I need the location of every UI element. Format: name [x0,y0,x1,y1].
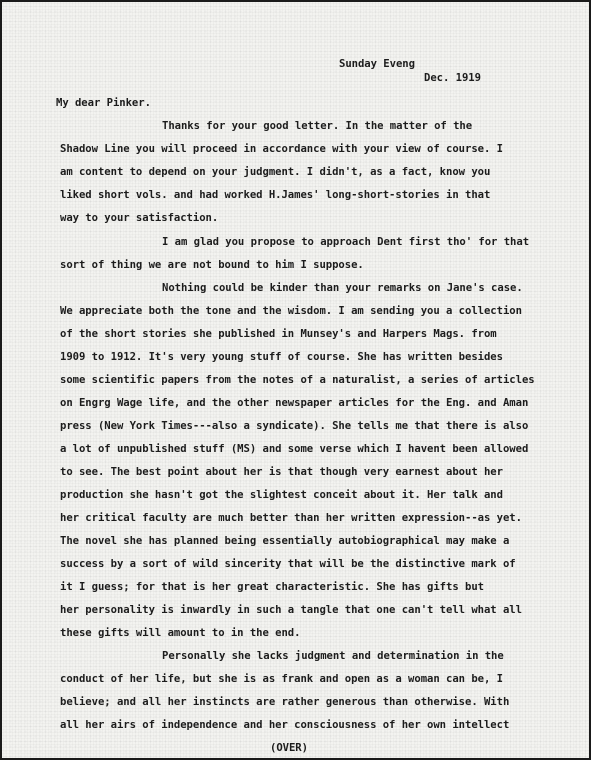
body-line: sort of thing we are not bound to him I suppose. [60,259,364,271]
body-line: some scientific papers from the notes of a naturalist, a series of articles [60,374,535,386]
body-line: of the short stories she published in Munsey's and Harpers Mags. from [60,328,497,340]
body-line: all her airs of independence and her consciousness of her own intellect [60,719,510,731]
body-line: I am glad you propose to approach Dent first tho' for that [162,236,530,248]
body-line: it I guess; for that is her great characteristic. She has gifts but [60,581,484,593]
body-line: Shadow Line you will proceed in accordance with your view of course. I [60,143,503,155]
body-line: Thanks for your good letter. In the matter of the [162,120,473,132]
body-line: am content to depend on your judgment. I didn't, as a fact, know you [60,166,491,178]
body-line: way to your satisfaction. [60,212,219,224]
body-line: to see. The best point about her is that though very earnest about her [60,466,503,478]
body-line: We appreciate both the tone and the wisdom. I am sending you a collection [60,305,522,317]
body-line: liked short vols. and had worked H.James' long-short-stories in that [60,189,491,201]
body-line: Nothing could be kinder than your remarks on Jane's case. [162,282,523,294]
body-line: her critical faculty are much better than her written expression--as yet. [60,512,522,524]
body-line: production she hasn't got the slightest conceit about it. Her talk and [60,489,503,501]
letter-dateline: Sunday Eveng [339,58,415,70]
body-line: her personality is inwardly in such a tangle that one can't tell what all [60,604,522,616]
body-line: believe; and all her instincts are rather generous than otherwise. With [60,696,510,708]
body-line: a lot of unpublished stuff (MS) and some verse which I havent been allowed [60,443,529,455]
body-line: 1909 to 1912. It's very young stuff of course. She has written besides [60,351,503,363]
body-line: The novel she has planned being essentially autobiographical may make a [60,535,510,547]
body-line: conduct of her life, but she is as frank and open as a woman can be, I [60,673,503,685]
letter-salutation: My dear Pinker. [56,97,151,109]
body-line: Personally she lacks judgment and determination in the [162,650,504,662]
letter-footer-over: (OVER) [270,742,308,754]
body-line: press (New York Times---also a syndicate). She tells me that there is also [60,420,529,432]
body-line: success by a sort of wild sincerity that will be the distinctive mark of [60,558,516,570]
body-line: on Engrg Wage life, and the other newspaper articles for the Eng. and Aman [60,397,529,409]
letter-date: Dec. 1919 [424,72,481,84]
body-line: these gifts will amount to in the end. [60,627,301,639]
